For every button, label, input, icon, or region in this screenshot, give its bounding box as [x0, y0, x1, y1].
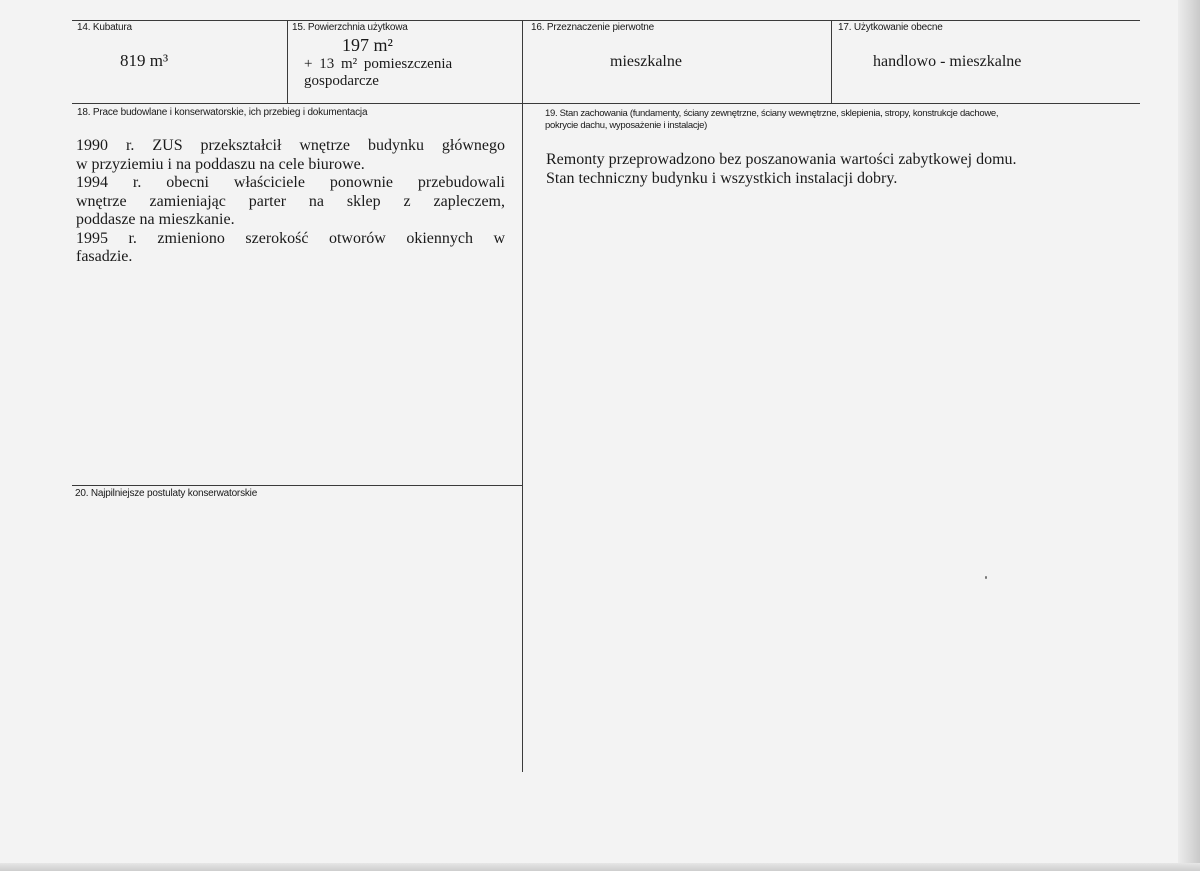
field-18-line: w przyziemiu i na poddaszu na cele biurowe. — [76, 155, 365, 173]
section-20-divider — [72, 485, 522, 486]
field-17-value: handlowo - mieszkalne — [873, 53, 1022, 70]
field-18-line: 1990 r. ZUS przekształcił wnętrze budynku głównego — [76, 137, 505, 154]
divider-16-17 — [831, 20, 832, 104]
scan-edge-bottom — [0, 863, 1200, 871]
field-18-line: poddasze na mieszkanie. — [76, 211, 235, 228]
field-18-label: 18. Prace budowlane i konserwatorskie, ich przebieg i dokumentacja — [77, 107, 368, 118]
field-19-text — [546, 151, 1106, 188]
field-17-label: 17. Użytkowanie obecne — [838, 22, 943, 33]
main-column-divider — [522, 20, 523, 772]
field-15-extra-line2: gospodarcze — [304, 73, 379, 89]
scan-edge-right — [1178, 0, 1200, 871]
field-14-value: 819 m³ — [120, 51, 169, 70]
field-19-line: Stan techniczny budynku i wszystkich instalacji dobry. — [546, 169, 898, 187]
field-18-line: 1994 r. obecni właściciele ponownie przebudowali — [76, 174, 505, 191]
field-18-line: fasadzie. — [76, 248, 133, 265]
scan-speck — [985, 576, 987, 579]
field-15-label: 15. Powierzchnia użytkowa — [292, 22, 408, 33]
divider-14-15 — [287, 20, 288, 104]
field-15-value: 197 m² — [342, 35, 393, 55]
field-16-value: mieszkalne — [610, 53, 682, 70]
field-18-text — [76, 137, 505, 267]
field-18-line: 1995 r. zmieniono szerokość otworów okiennych w — [76, 229, 505, 247]
top-rule — [72, 20, 1140, 21]
field-20-label: 20. Najpilniejsze postulaty konserwatorskie — [75, 488, 258, 499]
field-16-label: 16. Przeznaczenie pierwotne — [531, 22, 655, 33]
field-19-label-line1: 19. Stan zachowania (fundamenty, ściany zewnętrzne, ściany wewnętrzne, sklepienia, stropy, konstrukcje dachowe, — [545, 108, 999, 119]
field-19-line: Remonty przeprowadzono bez poszanowania wartości zabytkowej domu. — [546, 151, 1017, 168]
row-divider — [72, 103, 1140, 104]
field-18-line: wnętrze zamieniając parter na sklep z zapleczem, — [76, 192, 505, 210]
field-19-label-line2: pokrycie dachu, wyposażenie i instalacje) — [545, 120, 707, 131]
field-14-label: 14. Kubatura — [77, 22, 132, 33]
field-15-extra-line1: + 13 m² pomieszczenia — [304, 56, 453, 72]
